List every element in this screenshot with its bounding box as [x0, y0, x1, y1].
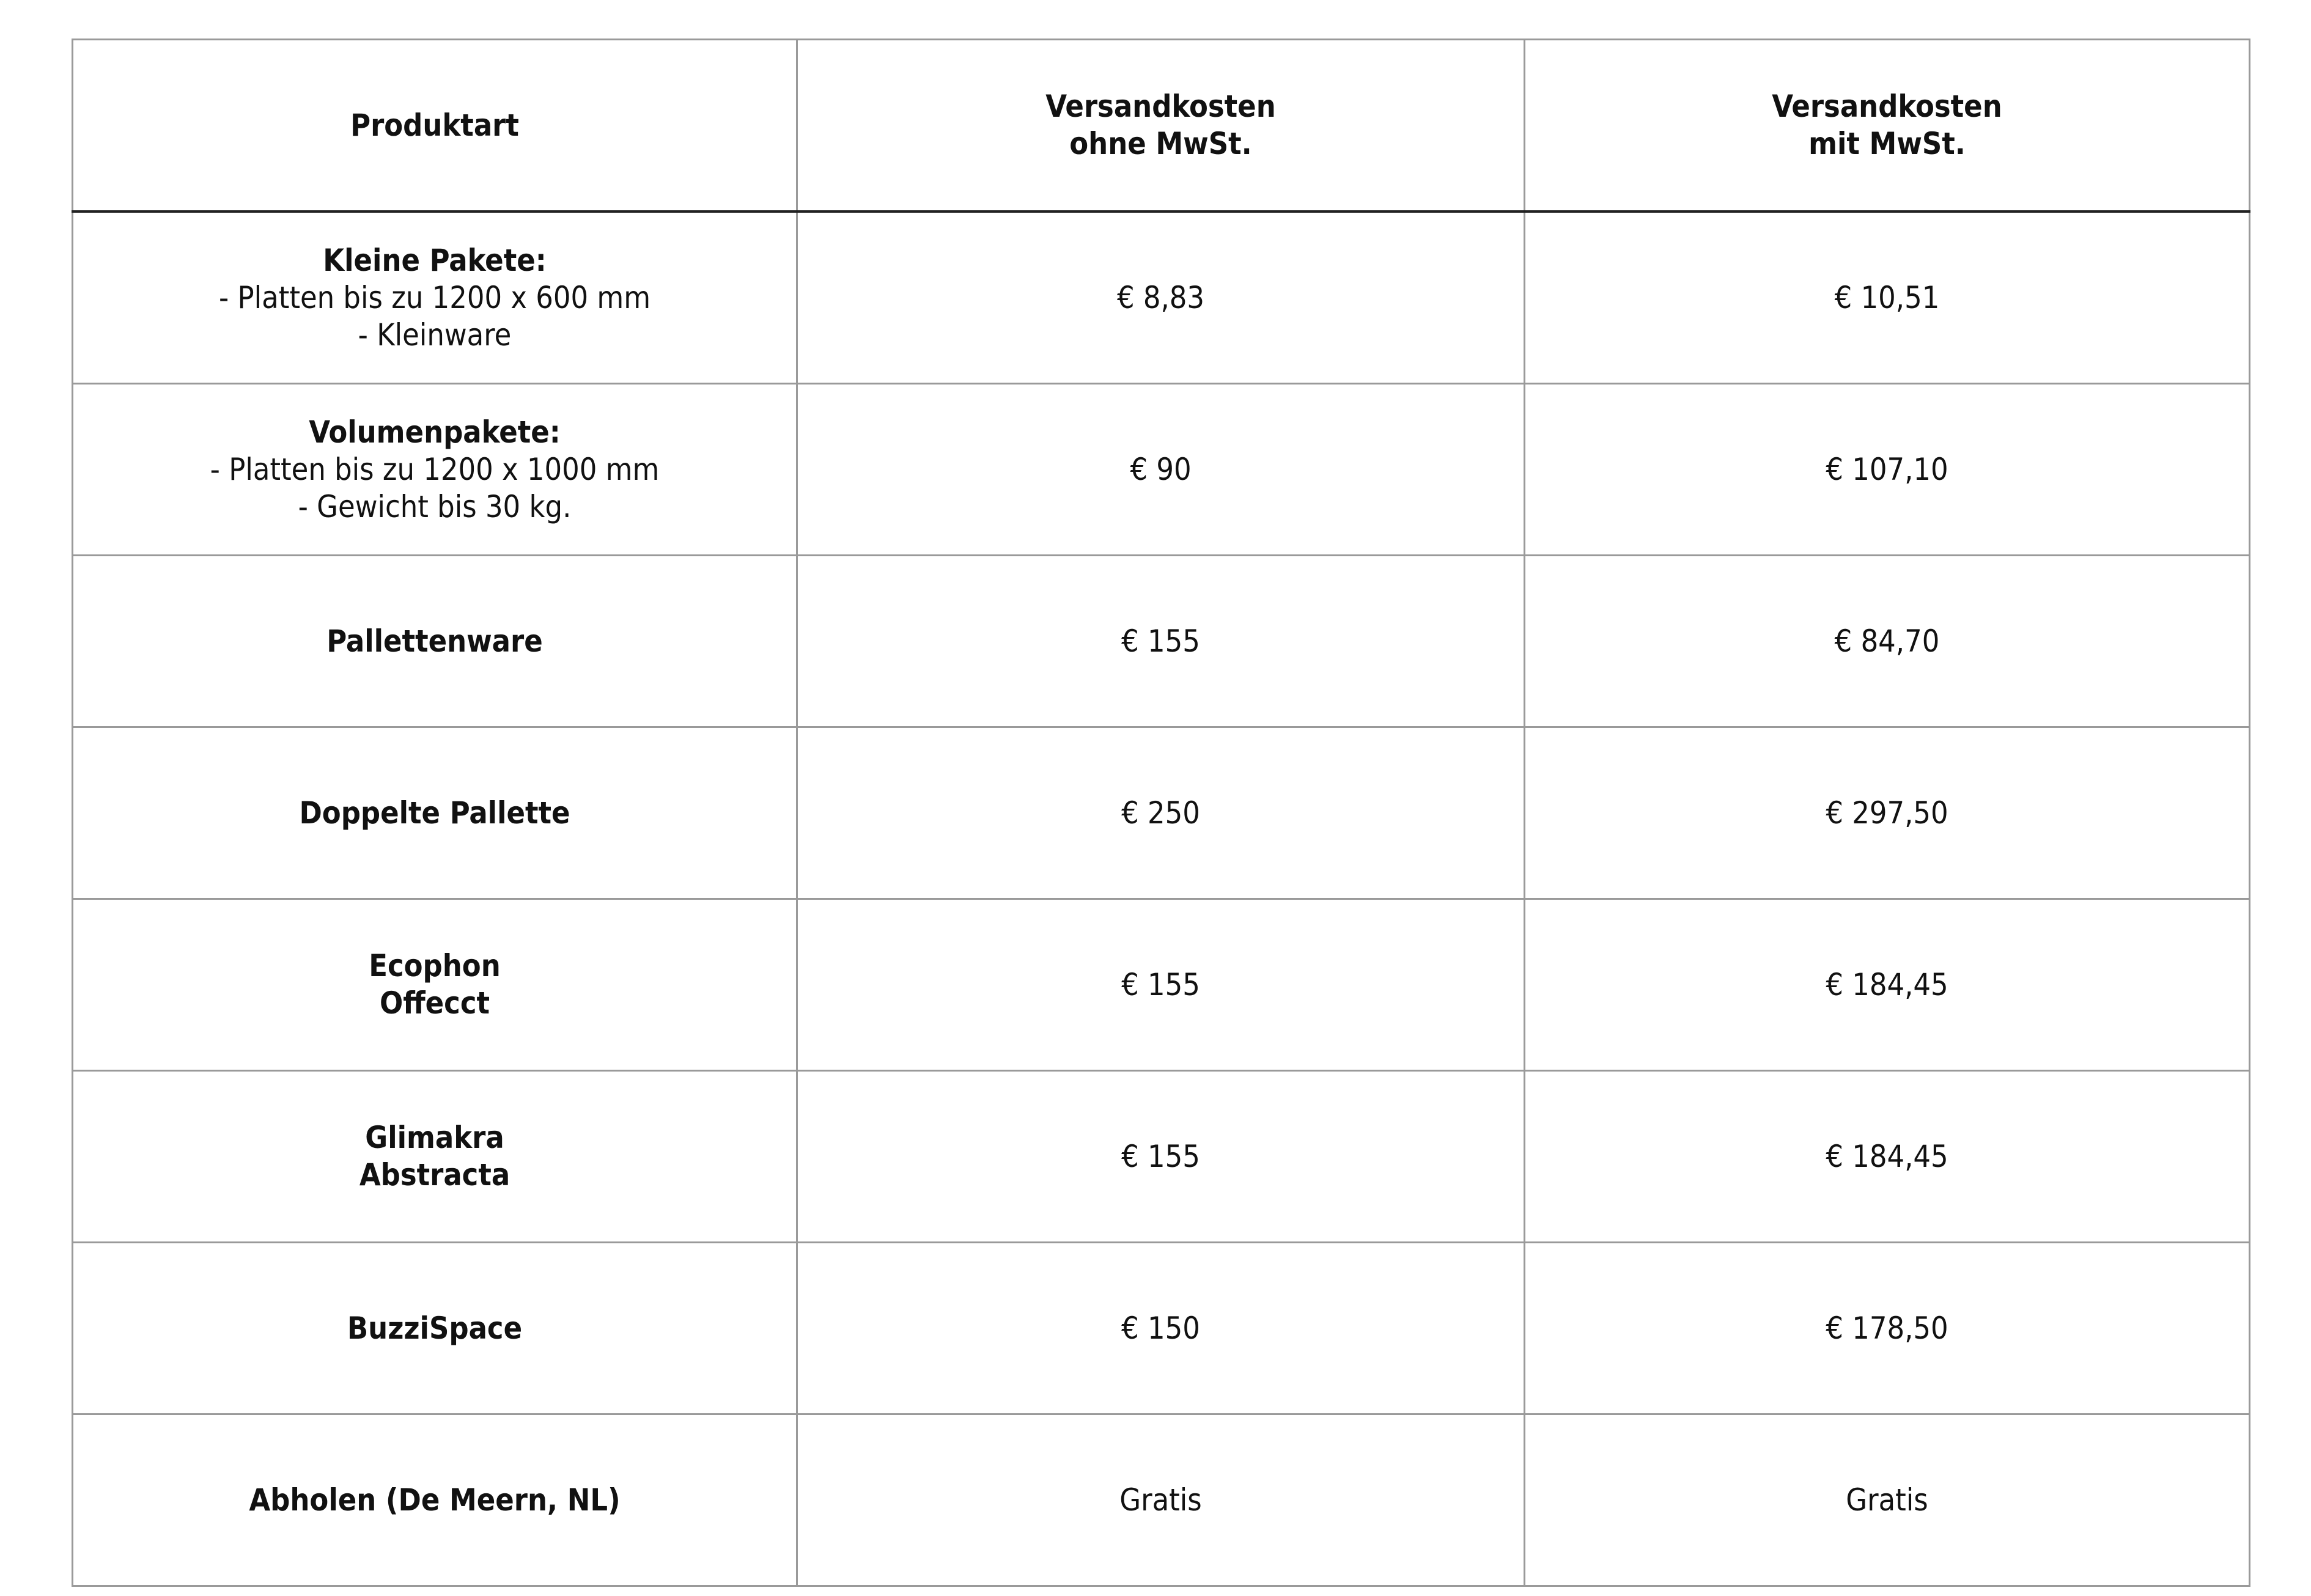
table-row: [73, 1243, 2250, 1414]
product-name: Volumenpakete:: [309, 414, 561, 450]
product-name: BuzziSpace: [347, 1310, 523, 1346]
price-without-vat: € 90: [797, 384, 1525, 556]
table-row: [73, 727, 2250, 899]
header-product-type: [73, 40, 797, 212]
shipping-cost-table: [72, 39, 2250, 1587]
table-row: [73, 1071, 2250, 1243]
price-with-vat: € 297,50: [1525, 727, 2250, 899]
product-name: Pallettenware: [326, 623, 543, 659]
product-cell: [73, 384, 797, 556]
table-row: [73, 384, 2250, 556]
table-body: [73, 211, 2250, 1586]
product-name: Abstracta: [359, 1157, 510, 1193]
product-detail: - Gewicht bis 30 kg.: [298, 488, 572, 524]
product-cell: [73, 1071, 797, 1243]
price-with-vat: € 178,50: [1525, 1243, 2250, 1414]
product-detail: - Kleinware: [358, 317, 512, 353]
price-with-vat: Gratis: [1525, 1414, 2250, 1586]
price-with-vat: € 84,70: [1525, 556, 2250, 727]
header-cost-without-vat: [797, 40, 1525, 212]
header-line: mit MwSt.: [1808, 126, 1966, 161]
price-without-vat: € 155: [797, 1071, 1525, 1243]
product-cell: [73, 1243, 797, 1414]
price-without-vat: € 150: [797, 1243, 1525, 1414]
price-without-vat: € 155: [797, 556, 1525, 727]
price-with-vat: € 107,10: [1525, 384, 2250, 556]
table-header-row: [73, 40, 2250, 212]
product-detail: - Platten bis zu 1200 x 1000 mm: [210, 451, 660, 487]
price-with-vat: € 10,51: [1525, 211, 2250, 384]
header-line: Versandkosten: [1045, 89, 1276, 124]
product-cell: [73, 211, 797, 384]
price-with-vat: € 184,45: [1525, 1071, 2250, 1243]
header-line: ohne MwSt.: [1069, 126, 1252, 161]
table-row: [73, 899, 2250, 1071]
price-without-vat: € 155: [797, 899, 1525, 1071]
product-name: Ecophon: [369, 948, 501, 984]
product-name: Offecct: [379, 985, 490, 1021]
header-cost-with-vat: [1525, 40, 2250, 212]
product-cell: [73, 556, 797, 727]
header-line: Versandkosten: [1772, 89, 2002, 124]
product-cell: [73, 1414, 797, 1586]
table-row: [73, 556, 2250, 727]
price-without-vat: € 250: [797, 727, 1525, 899]
product-name: Kleine Pakete:: [323, 242, 547, 278]
product-cell: [73, 899, 797, 1071]
table-row: [73, 211, 2250, 384]
product-name: Doppelte Pallette: [299, 795, 570, 831]
price-without-vat: Gratis: [797, 1414, 1525, 1586]
header-line: Produktart: [350, 107, 519, 143]
product-name: Abholen (De Meern, NL): [249, 1482, 621, 1518]
product-cell: [73, 727, 797, 899]
product-detail: - Platten bis zu 1200 x 600 mm: [218, 279, 651, 315]
price-without-vat: € 8,83: [797, 211, 1525, 384]
table-row: [73, 1414, 2250, 1586]
product-name: Glimakra: [365, 1120, 504, 1155]
price-with-vat: € 184,45: [1525, 899, 2250, 1071]
